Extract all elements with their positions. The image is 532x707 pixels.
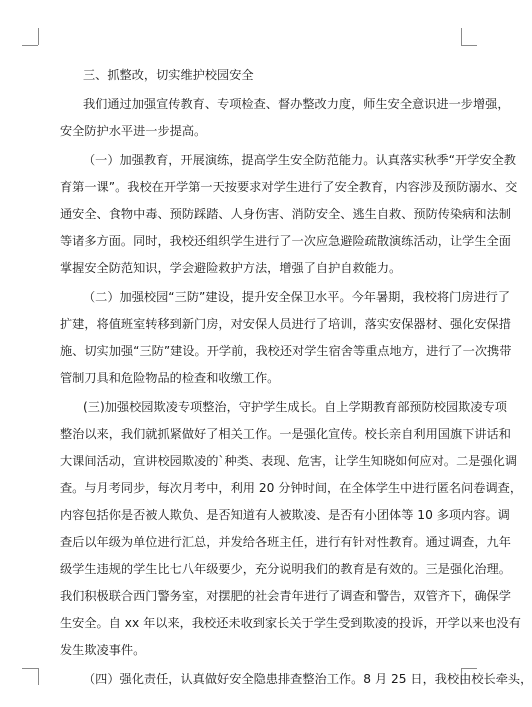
crop-mark-top-left	[22, 45, 38, 46]
text-line: 大课间活动，宣讲校园欺凌的`种类、表现、危害，让学生知晓如何应对。二是强化调	[60, 454, 518, 468]
text-line: 扩建，将值班室转移到新门房，对安保人员进行了培训，落实安保器材、强化安保措	[60, 317, 511, 331]
text-line: （四）强化责任，认真做好安全隐患排查整治工作。8 月 25 日，我校由校长牵头，	[83, 672, 532, 686]
text-line: 发生欺凌事件。	[60, 643, 146, 657]
text-line: 查后以年级为单位进行汇总，并发给各班主任，进行有针对性教育。通过调查，九年	[60, 535, 511, 549]
crop-mark-top-right	[461, 28, 462, 45]
crop-mark-bottom-right	[461, 668, 477, 669]
text-line: 等诸多方面。同时，我校还组织学生进行了一次应急避险疏散演练活动，让学生全面	[60, 234, 511, 248]
section-heading: 三、抓整改，切实维护校园安全	[83, 68, 254, 82]
crop-mark-bottom-left	[22, 668, 38, 669]
text-line: 掌握安全防范知识，学会避险救护方法，增强了自护自救能力。	[60, 261, 402, 275]
text-line: 整治以来，我们就抓紧做好了相关工作。一是强化宣传。校长亲自利用国旗下讲话和	[60, 427, 511, 441]
text-line: 安全防护水平进一步提高。	[60, 124, 207, 138]
text-line: 我们积极联合西门警务室，对摆肥的社会青年进行了调查和警告，双管齐下，确保学	[60, 589, 511, 603]
text-line: 通安全、食物中毒、预防踩踏、人身伤害、消防安全、逃生自救、预防传染病和法制	[60, 207, 511, 221]
text-line: (三)加强校园欺凌专项整治，守护学生成长。自上学期教育部预防校园欺凌专项	[83, 400, 507, 414]
crop-mark-bottom-left	[38, 668, 39, 685]
crop-mark-top-right	[461, 45, 477, 46]
text-line: 施、切实加强“三防”建设。开学前，我校还对学生宿舍等重点地方，进行了一次携带	[60, 344, 512, 358]
text-line: 育第一课”。我校在开学第一天按要求对学生进行了安全教育，内容涉及预防溺水、交	[60, 180, 518, 194]
text-line: 管制刀具和危险物品的检查和收缴工作。	[60, 371, 280, 385]
text-line: （一）加强教育，开展演练，提高学生安全防范能力。认真落实秋季“开学安全教	[83, 153, 516, 167]
text-line: 级学生违规的学生比七八年级要少，充分说明我们的教育是有效的。三是强化治理。	[60, 562, 511, 576]
text-line: 内容包括你是否被人欺负、是否知道有人被欺凌、是否有小团体等 10 多项内容。调	[60, 508, 510, 522]
text-line: 生安全。自 xx 年以来，我校还未收到家长关于学生受到欺凌的投诉，开学以来也没有	[60, 616, 521, 630]
crop-mark-top-left	[38, 28, 39, 45]
text-line: 我们通过加强宣传教育、专项检查、督办整改力度，师生安全意识进一步增强，	[83, 97, 510, 111]
text-line: （二）加强校园“三防”建设，提升安全保卫水平。今年暑期，我校将门房进行了	[83, 290, 511, 304]
text-line: 查。与月考同步，每次月考中，利用 20 分钟时间，在全体学生中进行匿名问卷调查，	[60, 481, 523, 495]
